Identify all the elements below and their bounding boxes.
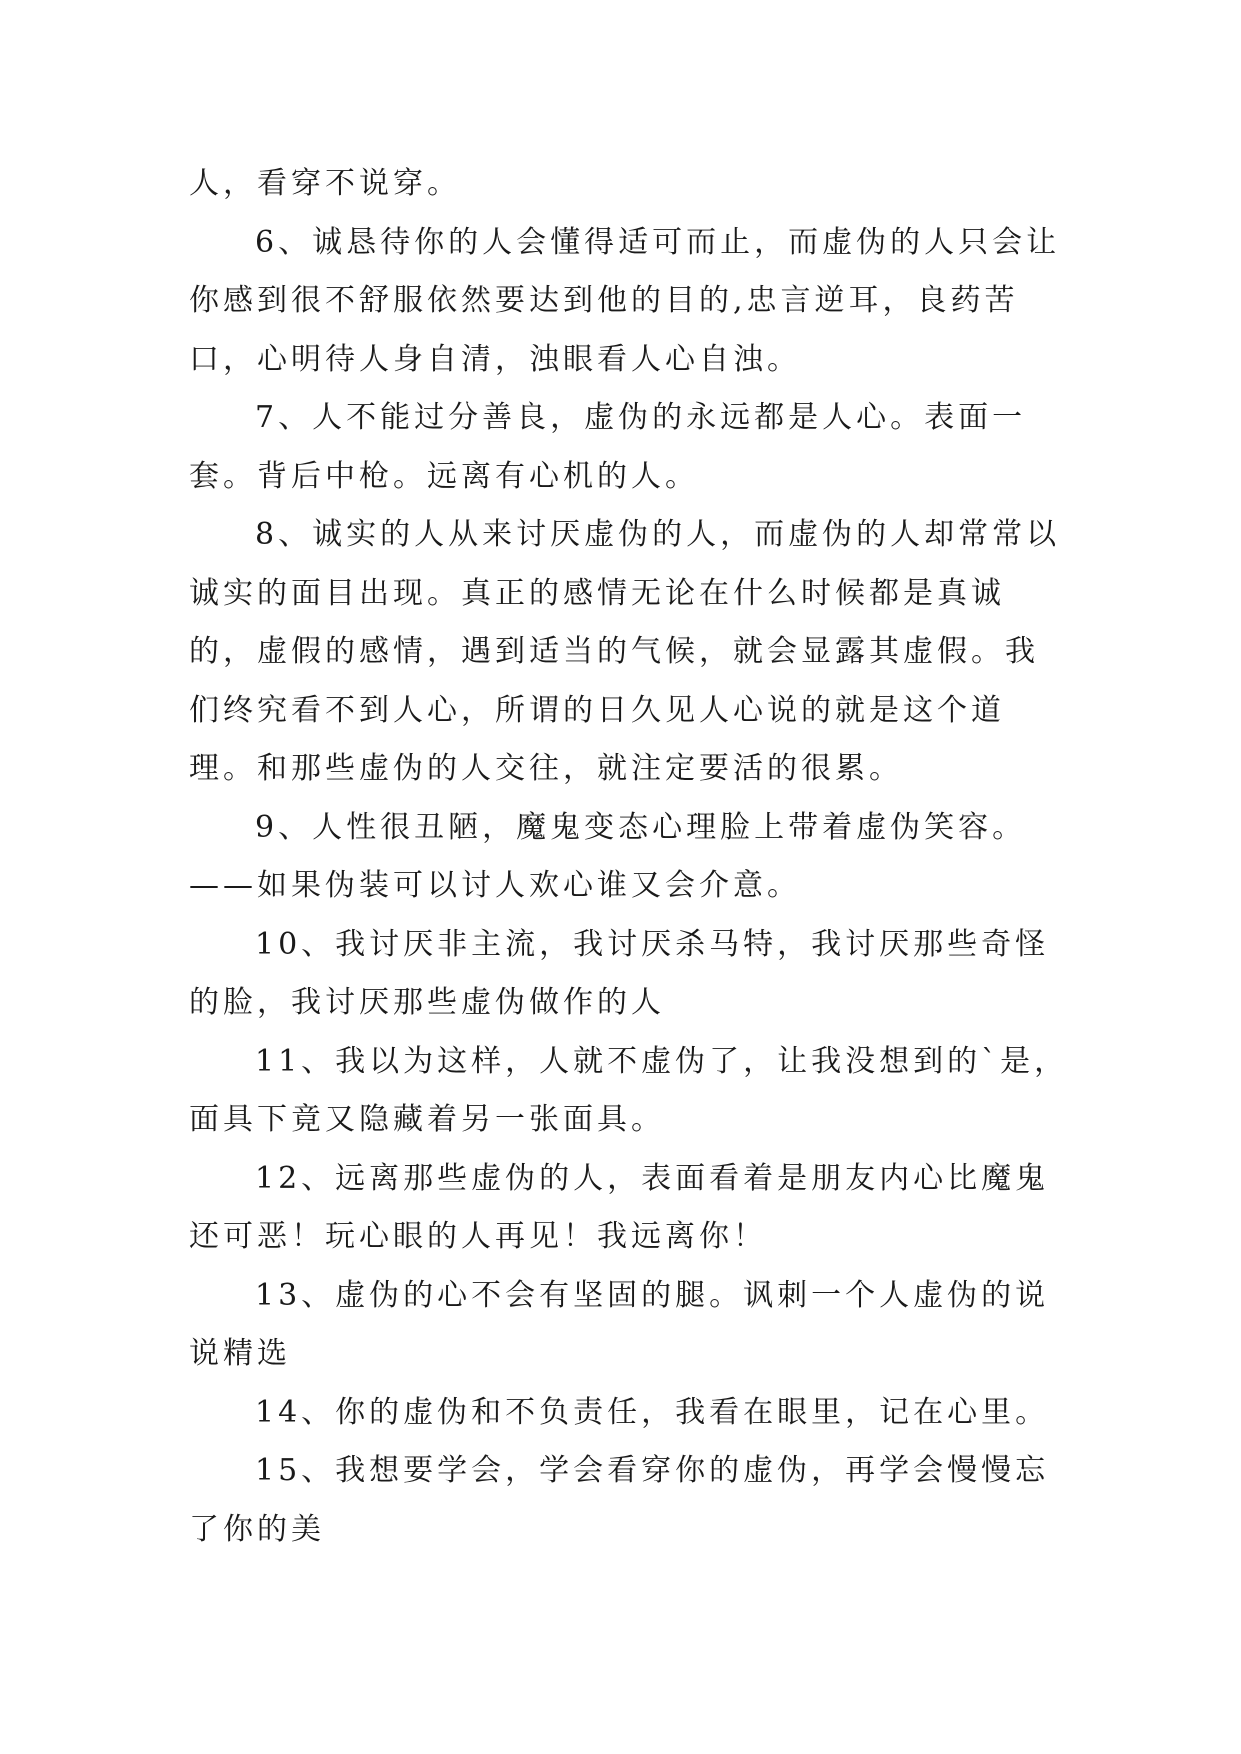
paragraph-item-6: 6、诚恳待你的人会懂得适可而止，而虚伪的人只会让你感到很不舒服依然要达到他的目的,忠言逆耳，良药苦口，心明待人身自清，浊眼看人心自浊。 — [189, 224, 1061, 377]
paragraph-item-15: 15、我想要学会，学会看穿你的虚伪，再学会慢慢忘了你的美 — [189, 1453, 1050, 1547]
paragraph-continuation: 人，看穿不说穿。 — [189, 166, 461, 201]
paragraph-item-12: 12、远离那些虚伪的人，表面看着是朋友内心比魔鬼还可恶！玩心眼的人再见！我远离你！ — [189, 1160, 1050, 1254]
paragraph-item-14: 14、你的虚伪和不负责任，我看在眼里，记在心里。 — [255, 1394, 1050, 1430]
document-body — [189, 155, 1069, 1559]
paragraph-item-8: 8、诚实的人从来讨厌虚伪的人，而虚伪的人却常常以诚实的面目出现。真正的感情无论在什么时候都是真诚的，虚假的感情，遇到适当的气候，就会显露其虚假。我们终究看不到人心，所谓的日久见人心说的就是这个道理。和那些虚伪的人交往，就注定要活的很累。 — [189, 517, 1061, 786]
paragraph-item-11: 11、我以为这样，人就不虚伪了，让我没想到的`是，面具下竟又隐藏着另一张面具。 — [189, 1043, 1069, 1137]
paragraph-item-10: 10、我讨厌非主流，我讨厌杀马特，我讨厌那些奇怪的脸，我讨厌那些虚伪做作的人 — [189, 926, 1050, 1020]
paragraph-item-7: 7、人不能过分善良，虚伪的永远都是人心。表面一套。背后中枪。远离有心机的人。 — [189, 400, 1027, 494]
paragraph-item-9: 9、人性很丑陋，魔鬼变态心理脸上带着虚伪笑容。——如果伪装可以讨人欢心谁又会介意。 — [189, 809, 1027, 903]
paragraph-item-13: 13、虚伪的心不会有坚固的腿。讽刺一个人虚伪的说说精选 — [189, 1277, 1050, 1371]
